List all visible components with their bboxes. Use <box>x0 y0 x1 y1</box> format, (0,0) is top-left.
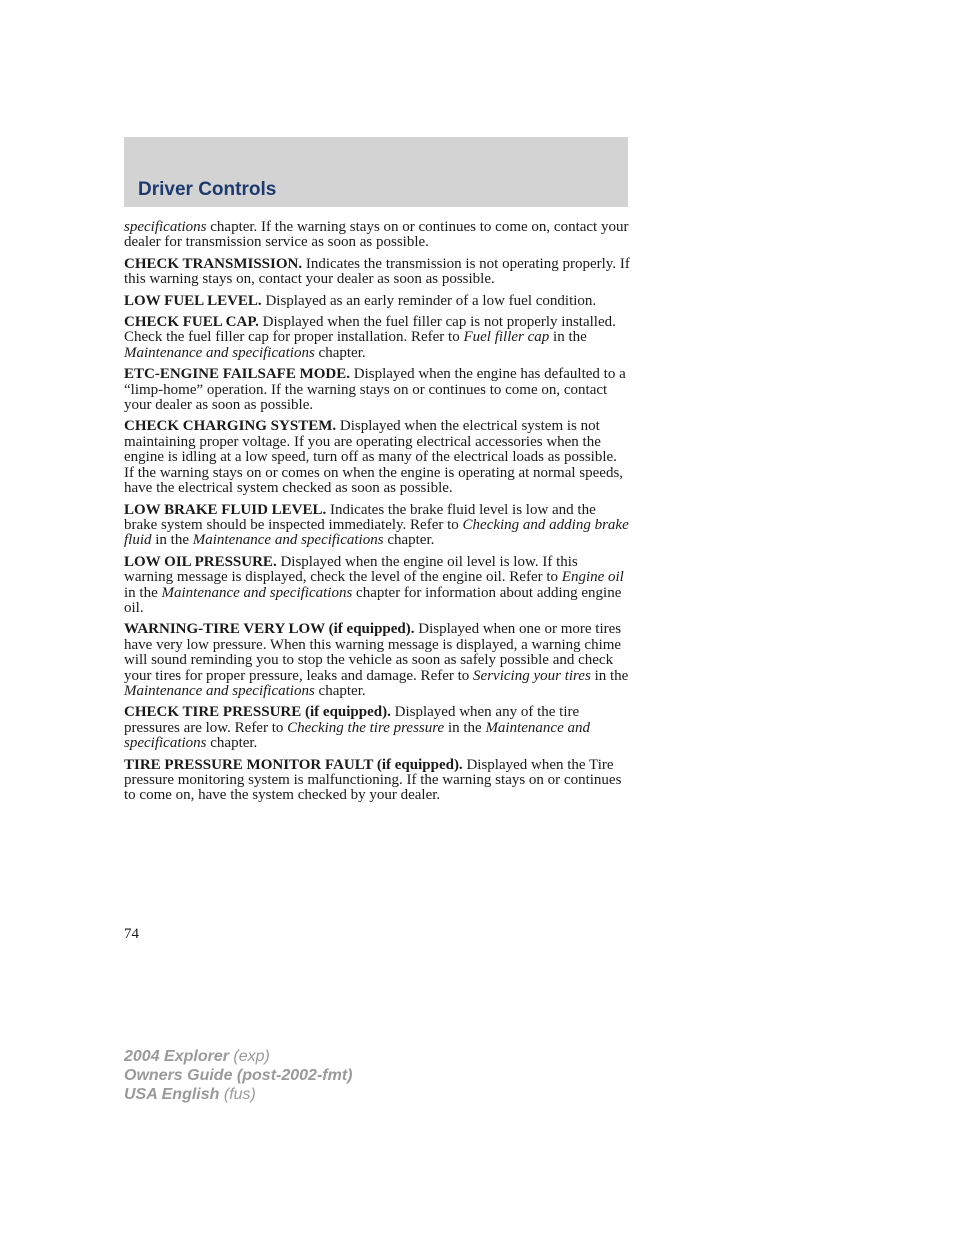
section-title: Driver Controls <box>138 179 277 200</box>
paragraph-text: Indicates the transmission is not operating properly. If this warning stays on, contact your dealer as soon as possible. <box>124 255 630 288</box>
paragraph-text: in the <box>124 584 162 601</box>
cross-reference: Maintenance and specifications <box>192 532 384 549</box>
warning-heading: WARNING-TIRE VERY LOW (if equipped). <box>124 621 415 638</box>
footer-model: 2004 Explorer <box>124 1048 229 1065</box>
paragraph-text: Displayed when one or more tires have very low pressure. When this warning message is displayed, a warning chime will sound reminding you to stop the vehicle as soon as safely possible and check your tires for proper pressure, leaks and damage. Refer to <box>124 621 622 684</box>
paragraph-text: chapter. <box>314 682 366 699</box>
paragraph <box>124 315 630 361</box>
paragraph <box>124 367 630 413</box>
footer-line-model <box>124 1047 352 1066</box>
paragraph-text: in the <box>549 329 587 346</box>
warning-heading: ETC-ENGINE FAILSAFE MODE. <box>124 366 350 383</box>
paragraph-text: Displayed when the engine oil level is low. If this warning message is displayed, check the level of the engine oil. Refer to <box>124 553 578 586</box>
footer-language: USA English <box>124 1086 220 1103</box>
section-header <box>124 137 628 207</box>
paragraph-text: chapter. <box>206 735 258 752</box>
body-text <box>124 220 630 810</box>
paragraph-text: Displayed when the engine has defaulted to a “limp-home” operation. If the warning stays on or continues to come on, contact your dealer as soon as possible. <box>124 366 626 414</box>
paragraph <box>124 555 630 617</box>
paragraph <box>124 622 630 699</box>
page-number: 74 <box>124 926 139 942</box>
warning-heading: LOW FUEL LEVEL. <box>124 292 262 309</box>
paragraph-text: in the <box>590 667 629 684</box>
paragraph <box>124 220 630 251</box>
paragraph-text: Indicates the brake fluid level is low and the brake system should be inspected immediately. Refer to <box>124 501 596 533</box>
footer-line-guide <box>124 1066 352 1085</box>
paragraph-text: Displayed when the fuel filler cap is not properly installed. Check the fuel filler cap for proper installation. Refer to <box>124 314 616 346</box>
paragraph <box>124 705 630 751</box>
paragraph <box>124 758 630 804</box>
cross-reference: Maintenance and specifications <box>124 344 315 361</box>
paragraph <box>124 257 630 288</box>
paragraph-text: chapter. If the warning stays on or continues to come on, contact your dealer for transmission service as soon as possible. <box>124 219 629 251</box>
paragraph-text: Displayed when the Tire pressure monitoring system is malfunctioning. If the warning stays on or continues to come on, have the system checked by your dealer. <box>124 756 622 804</box>
warning-heading: CHECK FUEL CAP. <box>124 314 259 331</box>
cross-reference: Maintenance and specifications <box>124 682 315 699</box>
paragraph-text: Displayed as an early reminder of a low fuel condition. <box>261 292 597 309</box>
warning-heading: TIRE PRESSURE MONITOR FAULT (if equipped). <box>124 756 463 773</box>
cross-reference: Checking the tire pressure <box>287 719 445 736</box>
footer-line-language <box>124 1085 352 1104</box>
paragraph <box>124 503 630 549</box>
cross-reference: Engine oil <box>561 569 624 586</box>
paragraph-text: chapter. <box>314 344 366 361</box>
paragraph <box>124 419 630 496</box>
cross-reference: Servicing your tires <box>473 667 591 684</box>
paragraph-text: in the <box>151 532 193 549</box>
paragraph-text: chapter for information about adding engine oil. <box>124 584 622 616</box>
warning-heading: CHECK CHARGING SYSTEM. <box>124 418 337 435</box>
cross-reference: Maintenance and specifications <box>124 719 590 752</box>
paragraph-text: Displayed when the electrical system is not maintaining proper voltage. If you are operating electrical accessories when the engine is idling at a low speed, turn off as many of the electrical loads as possible. If the warning stays on or comes on when the engine is operating at normal speeds, have the electrical system checked as soon as possible. <box>124 418 624 497</box>
warning-heading: LOW BRAKE FLUID LEVEL. <box>124 501 327 518</box>
paragraph <box>124 294 630 309</box>
paragraph-text: chapter. <box>383 532 435 549</box>
footer-model-code: (exp) <box>228 1048 270 1065</box>
warning-heading: CHECK TIRE PRESSURE (if equipped). <box>124 704 391 721</box>
document-footer <box>124 1047 352 1104</box>
paragraph-text: in the <box>444 719 486 736</box>
warning-heading: LOW OIL PRESSURE. <box>124 553 277 570</box>
footer-guide: Owners Guide (post-2002-fmt) <box>124 1067 353 1084</box>
cross-reference: Maintenance and specifications <box>161 584 353 601</box>
warning-heading: CHECK TRANSMISSION. <box>124 255 303 272</box>
footer-language-code: (fus) <box>219 1086 256 1103</box>
cross-reference: Fuel filler cap <box>463 329 550 346</box>
paragraph-text: Displayed when any of the tire pressures are low. Refer to <box>124 704 580 736</box>
cross-reference: Checking and adding brake fluid <box>124 516 629 549</box>
cross-reference: specifications <box>124 219 207 235</box>
